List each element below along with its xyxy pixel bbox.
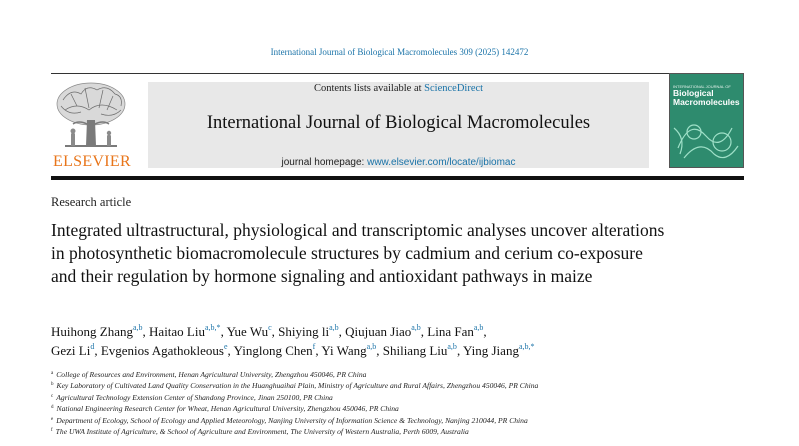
affiliation-mark: c: [51, 393, 54, 399]
affiliation-marker[interactable]: a,b: [411, 323, 421, 332]
header-rule: [51, 73, 744, 74]
affiliation-item: [51, 380, 771, 391]
author-separator: ,: [94, 343, 101, 358]
author-name[interactable]: Gezi Li: [51, 343, 91, 358]
affiliation-item: [51, 369, 771, 380]
cover-title: Biological Macromolecules: [673, 88, 740, 107]
author-name[interactable]: Ying Jiang: [462, 343, 519, 358]
affiliation-marker[interactable]: a,b: [447, 342, 457, 351]
sciencedirect-link[interactable]: ScienceDirect: [424, 83, 484, 94]
author-name[interactable]: Yinglong Chen: [233, 343, 313, 358]
author-separator: ,: [456, 343, 463, 358]
author-separator: ,: [420, 324, 428, 339]
affiliation-marker[interactable]: f: [312, 342, 316, 351]
author-separator: ,: [338, 324, 346, 339]
affiliation-mark: a: [51, 371, 54, 376]
contents-prefix: Contents lists available at: [313, 83, 425, 94]
affiliation-text: College of Resources and Environment, Henan Agricultural University, Zhengzhou 450046, PR China: [56, 370, 367, 379]
author-separator: ,: [315, 343, 322, 358]
author-name[interactable]: Yi Wang: [321, 343, 367, 358]
journal-citation[interactable]: International Journal of Biological Macromolecules 309 (2025) 142472: [270, 47, 529, 57]
elsevier-wordmark: ELSEVIER: [53, 153, 131, 170]
affiliation-marker[interactable]: a,b,*: [518, 342, 535, 351]
affiliation-text: National Engineering Research Center for Wheat, Henan Agricultural University, Zhengzhou 450046, PR China: [56, 404, 399, 414]
affiliation-list: [51, 369, 771, 437]
affiliation-mark: e: [51, 416, 54, 422]
affiliation-item: [51, 392, 771, 403]
author-separator: ,: [376, 343, 383, 358]
affiliation-mark: b: [51, 382, 54, 388]
homepage-prefix: journal homepage:: [281, 157, 368, 168]
cover-subtitle: INTERNATIONAL JOURNAL OF: [673, 84, 731, 89]
journal-cover-image[interactable]: [669, 73, 744, 168]
affiliation-text: Key Laboratory of Cultivated Land Quality Conservation in the Huanghuaihai Plain, Ministry of Agriculture and Rural Affairs, Zhengzhou 450046, PR China: [56, 381, 539, 391]
affiliation-marker[interactable]: e: [223, 342, 228, 351]
affiliation-item: [51, 426, 771, 437]
article-type: Research article: [51, 195, 132, 209]
homepage-link[interactable]: www.elsevier.com/locate/ijbiomac: [367, 157, 516, 168]
affiliation-text: The UWA Institute of Agriculture, & School of Agriculture and Environment, The University of Western Australia, Perth 6009, Australia: [55, 427, 469, 437]
header-thick-rule: [51, 176, 744, 180]
author-name[interactable]: Yue Wu: [226, 324, 269, 339]
author-list: [51, 322, 751, 360]
cover-artwork: [670, 108, 744, 168]
author-name[interactable]: Shiying li: [278, 324, 330, 339]
article-title: Integrated ultrastructural, physiological and transcriptomic analyses uncover alterations in photosynthetic biomacromolecule structures by cadmium and cerium co-exposure and their regulation by hormone signaling and antioxidant pathways in maize: [51, 220, 665, 286]
author-name[interactable]: Qiujuan Jiao: [345, 324, 412, 339]
author-separator: ,: [142, 324, 150, 339]
journal-title: International Journal of Biological Macromolecules: [206, 113, 591, 133]
author-name[interactable]: Huihong Zhang: [51, 324, 133, 339]
author-separator: ,: [483, 324, 487, 339]
author-name[interactable]: Evgenios Agathokleous: [100, 343, 224, 358]
author-separator: ,: [220, 324, 227, 339]
author-name[interactable]: Shiliang Liu: [382, 343, 448, 358]
journal-homepage: [148, 157, 649, 168]
affiliation-item: [51, 403, 771, 414]
affiliation-marker[interactable]: c: [268, 323, 272, 332]
affiliation-mark: d: [51, 405, 54, 411]
affiliation-marker[interactable]: a,b: [132, 323, 143, 332]
affiliation-text: Department of Ecology, School of Ecology and Applied Meteorology, Nanjing University of Information Science & Technology, Nanjing 210044, PR China: [56, 415, 528, 425]
author-separator: ,: [271, 324, 279, 339]
affiliation-marker[interactable]: a,b: [473, 323, 484, 332]
affiliation-marker[interactable]: a,b: [329, 323, 339, 332]
affiliation-item: [51, 415, 771, 426]
tree-icon: [51, 80, 131, 152]
author-separator: ,: [227, 343, 234, 358]
author-name[interactable]: Lina Fan: [427, 324, 474, 339]
affiliation-text: Agricultural Technology Extension Center of Shandong Province, Jinan 250100, PR China: [56, 392, 333, 402]
affiliation-marker[interactable]: a,b: [366, 342, 377, 351]
affiliation-marker[interactable]: a,b,*: [205, 323, 221, 332]
author-name[interactable]: Haitao Liu: [149, 324, 205, 339]
affiliation-marker[interactable]: d: [90, 342, 95, 351]
affiliation-mark: f: [51, 428, 53, 434]
contents-line: [148, 83, 649, 94]
